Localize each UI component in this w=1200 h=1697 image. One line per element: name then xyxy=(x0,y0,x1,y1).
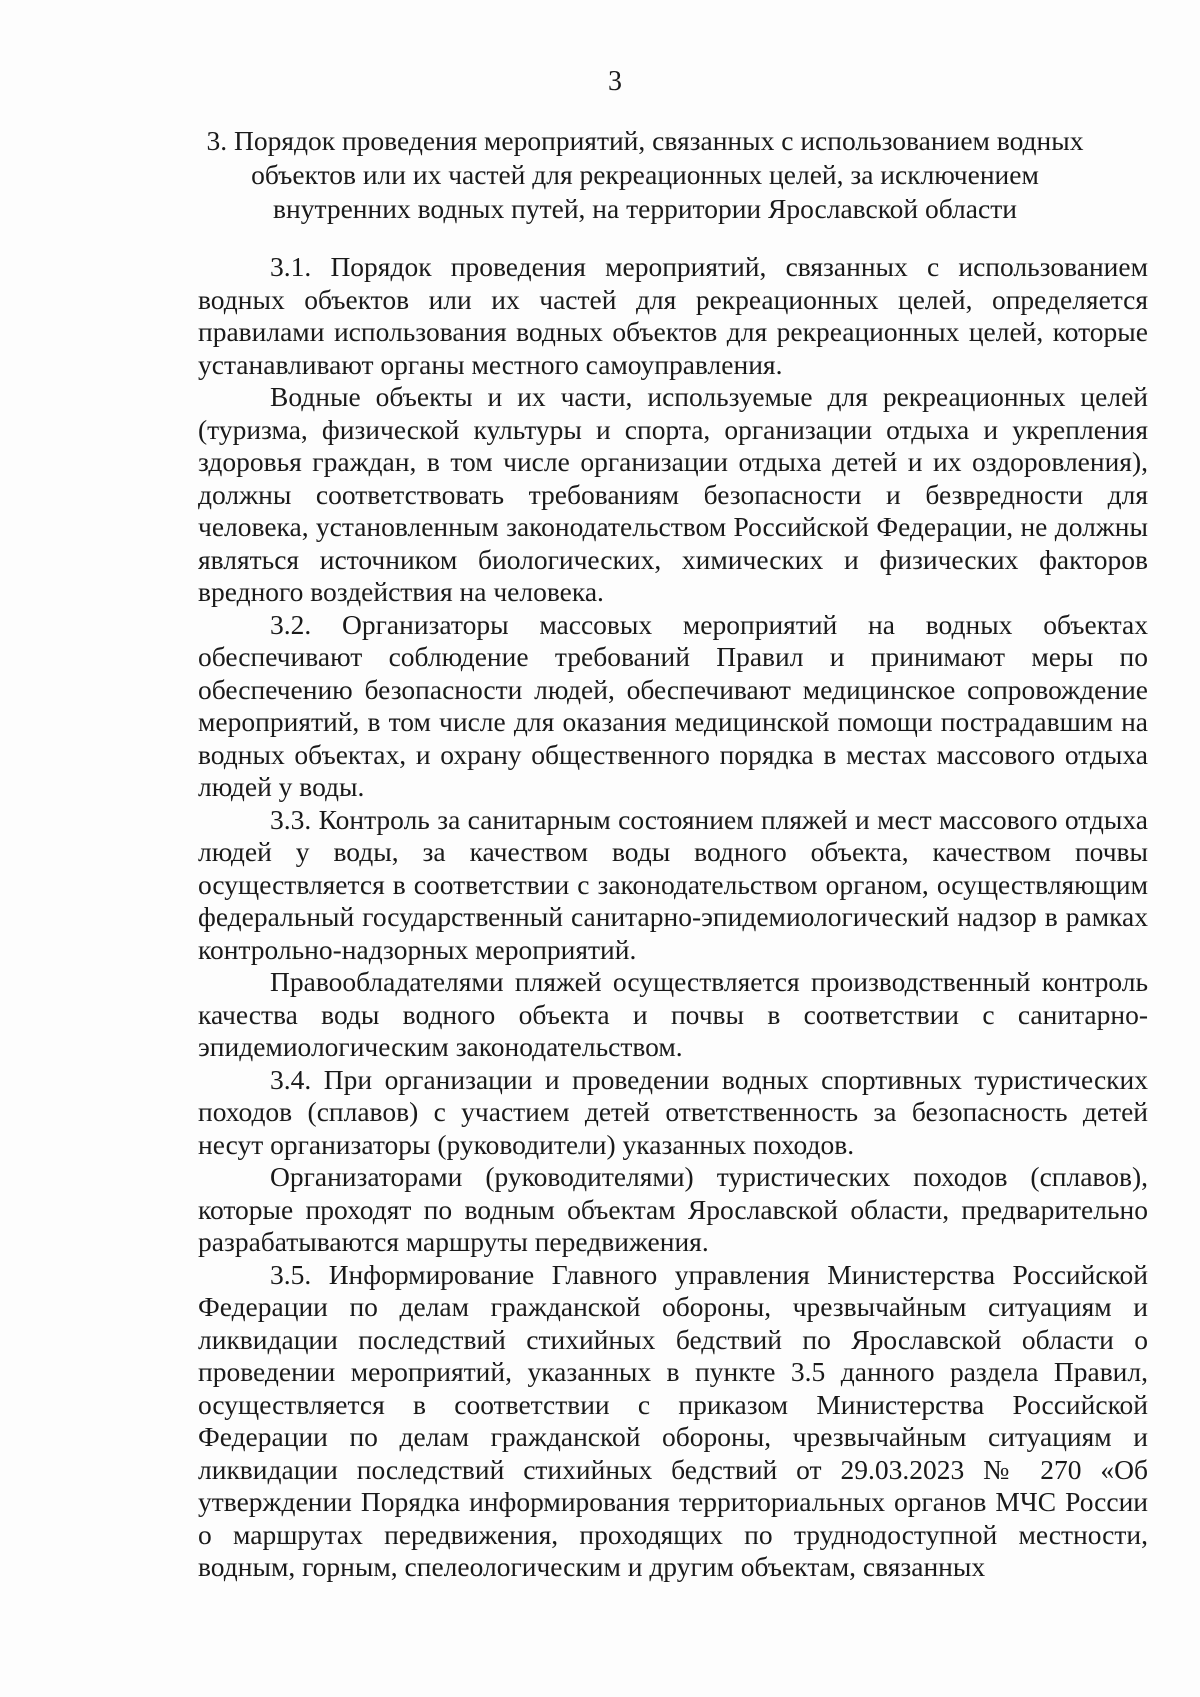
section-title xyxy=(180,124,1110,226)
paragraph-3-2: 3.2. Организаторы массовых мероприятий на водных объектах обеспечивают соблюдение требований Правил и принимают меры по обеспечению безопасности людей, обеспечивают медицинское сопровождение мероприятий, в том числе для оказания медицинской помощи пострадавшим на водных объектах, и охрану общественного порядка в местах массового отдыха людей у воды. xyxy=(198,608,1148,802)
document-body xyxy=(198,251,1148,1584)
paragraph-3-1: 3.1. Порядок проведения мероприятий, связанных с использованием водных объектов или их частей для рекреационных целей, определяется правилами использования водных объектов для рекреационных целей, которые устанавливают органы местного самоуправления. xyxy=(198,251,1148,380)
section-title-line: внутренних водных путей, на территории Ярославской области xyxy=(273,193,1017,224)
paragraph-3-4: 3.4. При организации и проведении водных спортивных туристических походов (сплавов) с участием детей ответственность за безопасность детей несут организаторы (руководители) указанных походов. xyxy=(198,1063,1148,1160)
page-number: 3 xyxy=(608,66,622,97)
section-title-line: 3. Порядок проведения мероприятий, связанных с использованием водных xyxy=(206,125,1084,156)
paragraph-water-objects: Водные объекты и их части, используемые для рекреационных целей (туризма, физической культуры и спорта, организации отдыха и укрепления здоровья граждан, в том числе организации отдыха детей и их оздоровления), должны соответствовать требованиям безопасности и безвредности для человека, установленным законодательством Российской Федерации, не должны являться источником биологических, химических и физических факторов вредного воздействия на человека. xyxy=(198,381,1148,607)
paragraph-3-5: 3.5. Информирование Главного управления Министерства Российской Федерации по делам гражданской обороны, чрезвычайным ситуациям и ликвидации последствий стихийных бедствий по Ярославской области о проведении мероприятий, указанных в пункте 3.5 данного раздела Правил, осуществляется в соответствии с приказом Министерства Российской Федерации по делам гражданской обороны, чрезвычайным ситуациям и ликвидации последствий стихийных бедствий от 29.03.2023 № 270 «Об утверждении Порядка информирования территориальных органов МЧС России о маршрутах передвижения, проходящих по труднодоступной местности, водным, горным, спелеологическим и другим объектам, связанных xyxy=(198,1258,1148,1582)
paragraph-beach-owners: Правообладателями пляжей осуществляется производственный контроль качества воды водного объекта и почвы в соответствии с санитарно-эпидемиологическим законодательством. xyxy=(198,966,1148,1062)
paragraph-3-3: 3.3. Контроль за санитарным состоянием пляжей и мест массового отдыха людей у воды, за качеством воды водного объекта, качеством почвы осуществляется в соответствии с законодательством органом, осуществляющим федеральный государственный санитарно-эпидемиологический надзор в рамках контрольно-надзорных мероприятий. xyxy=(198,803,1148,965)
section-title-line: объектов или их частей для рекреационных целей, за исключением xyxy=(251,159,1039,190)
paragraph-tour-organizers: Организаторами (руководителями) туристических походов (сплавов), которые проходят по водным объектам Ярославской области, предварительно разрабатываются маршруты передвижения. xyxy=(198,1161,1148,1257)
